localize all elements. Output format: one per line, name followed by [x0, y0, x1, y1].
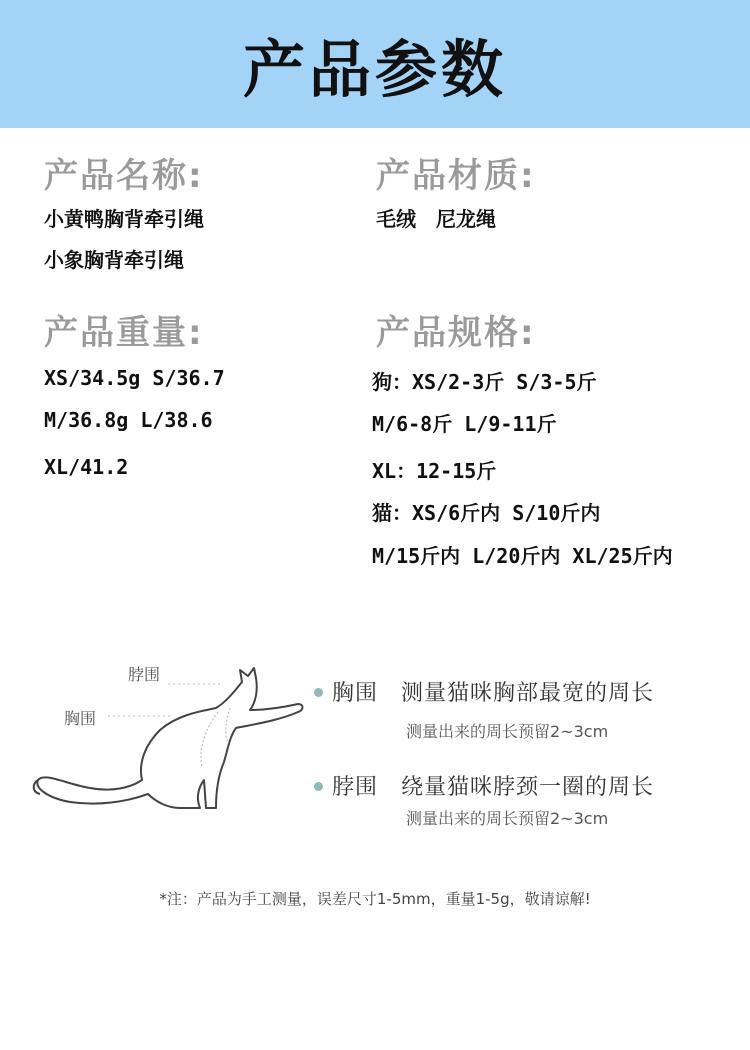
neck-label: 脖围 — [128, 665, 161, 684]
spec-section-title: 产品规格: — [376, 313, 536, 353]
name-line-1: 小黄鸭胸背牵引绳 — [44, 207, 204, 231]
measurement-diagram — [30, 612, 720, 864]
material-line-1: 毛绒 尼龙绳 — [376, 207, 496, 231]
page-title: 产品参数 — [242, 32, 507, 106]
spec-line-3: XL：12-15斤 — [372, 459, 497, 483]
spec-line-1: 狗：XS/2-3斤 S/3-5斤 — [372, 370, 597, 394]
footnote: *注：产品为手工测量，误差尺寸1-5mm，重量1-5g，敬请谅解! — [159, 890, 591, 908]
weight-line-3: XL/41.2 — [44, 455, 129, 479]
spec-line-4: 猫：XS/6斤内 S/10斤内 — [372, 501, 601, 525]
weight-section-title: 产品重量: — [44, 313, 204, 353]
weight-line-2: M/36.8g L/38.6 — [44, 408, 213, 432]
name-line-2: 小象胸背牵引绳 — [44, 248, 184, 272]
name-section-title: 产品名称: — [44, 156, 204, 196]
neck-sub: 测量出来的周长预留2~3cm — [406, 809, 609, 828]
chest-label: 胸围 — [64, 709, 97, 728]
header-banner — [0, 0, 750, 128]
spec-line-2: M/6-8斤 L/9-11斤 — [372, 412, 557, 436]
neck-term: 脖围 绕量猫咪脖颈一圈的周长 — [332, 775, 655, 800]
chest-term: 胸围 测量猫咪胸部最宽的周长 — [332, 681, 655, 706]
bullet-dot-icon — [314, 782, 323, 791]
bullet-dot-icon — [314, 688, 323, 697]
material-section-title: 产品材质: — [376, 156, 536, 196]
spec-line-5: M/15斤内 L/20斤内 XL/25斤内 — [372, 544, 673, 568]
weight-line-1: XS/34.5g S/36.7 — [44, 366, 225, 390]
cat-outline-illustration — [30, 612, 330, 864]
chest-sub: 测量出来的周长预留2~3cm — [406, 722, 609, 741]
